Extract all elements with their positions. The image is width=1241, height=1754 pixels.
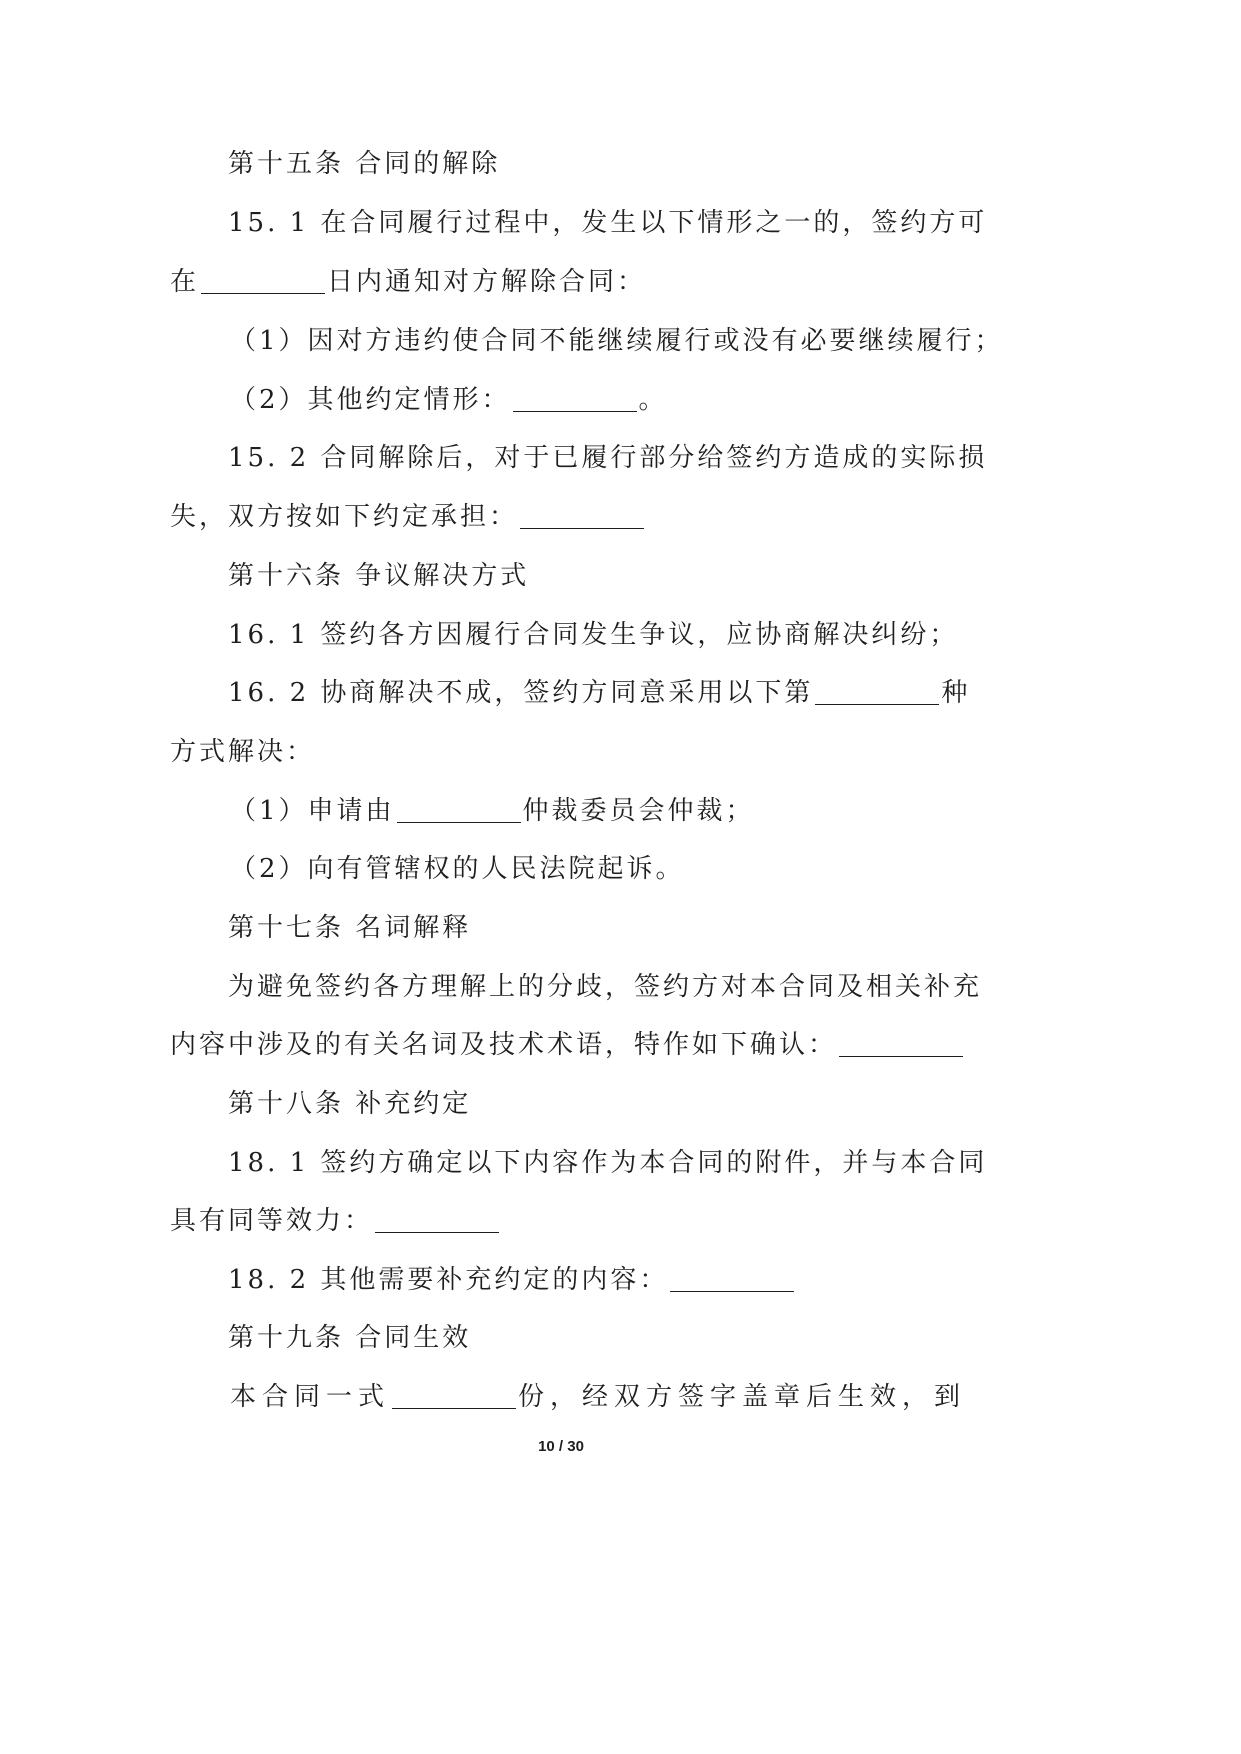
clause-15-1-item-1 [230,321,1122,361]
article-16-heading-text: 第十六条 争议解决方式 [228,561,530,591]
clause-18-2 [228,1260,1122,1300]
blank-arbitration-commission-field[interactable] [397,796,521,823]
article-17-heading-text: 第十七条 名词解释 [228,913,472,943]
blank-copies-field[interactable] [392,1382,516,1409]
article-19-heading-text: 第十九条 合同生效 [228,1323,472,1353]
clause-15-2-line-1 [228,438,1122,478]
clause-15-2-text-1: 15. 2 合同解除后，对于已履行部分给签约方造成的实际损 [228,443,988,473]
clause-16-2-line-1 [228,673,1122,713]
clause-18-1-text-2: 具有同等效力： [170,1206,374,1236]
clause-15-2-text-2: 失，双方按如下约定承担： [170,502,519,532]
clause-16-2-item-2 [230,849,1122,889]
article-15-heading-text: 第十五条 合同的解除 [228,149,501,179]
article-17-text-2: 内容中涉及的有关名词及技术术语，特作如下确认： [170,1030,838,1060]
article-19-text-1a: 本合同一式 [230,1382,391,1412]
article-18-heading [228,1084,1122,1124]
clause-18-1-line-1 [228,1143,1122,1183]
clause-15-1-line-1 [228,203,1122,243]
article-17-text-1: 为避免签约各方理解上的分歧，签约方对本合同及相关补充 [228,972,983,1002]
clause-16-1 [228,615,1122,655]
clause-16-2-text-1a: 16. 2 协商解决不成，签约方同意采用以下第 [228,678,814,708]
clause-15-1-item-2 [230,380,1122,420]
article-17-heading [228,908,1122,948]
clause-15-1-item-2-end: 。 [638,385,668,415]
blank-resolution-method-field[interactable] [815,678,939,705]
article-17-line-2 [170,1025,1122,1065]
clause-16-2-item-1-text-b: 仲裁委员会仲裁； [522,796,755,826]
clause-16-2-item-2-text: （2）向有管辖权的人民法院起诉。 [230,854,685,884]
clause-18-1-line-2 [170,1201,1122,1241]
article-16-heading [228,556,1122,596]
blank-supplementary-field[interactable] [670,1265,794,1292]
clause-15-1-item-1-text: （1）因对方违约使合同不能继续履行或没有必要继续履行； [230,326,1004,356]
clause-16-1-text: 16. 1 签约各方因履行合同发生争议，应协商解决纠纷； [228,620,959,650]
clause-15-1-text-2a: 在 [170,267,200,297]
blank-attachments-field[interactable] [375,1206,499,1233]
clause-18-2-text: 18. 2 其他需要补充约定的内容： [228,1265,669,1295]
page-number: 10 / 30 [538,1438,584,1455]
clause-16-2-item-1 [230,791,1122,831]
clause-15-1-text-2b: 日内通知对方解除合同： [327,267,647,297]
clause-16-2-line-2 [170,732,1122,772]
clause-16-2-text-1b: 种 [941,678,971,708]
blank-other-circumstances-field[interactable] [513,385,637,412]
article-17-line-1 [228,967,1122,1007]
article-19-text-1b: 份，经双方签字盖章后生效，到 [518,1382,967,1412]
clause-15-2-line-2 [170,497,1122,537]
clause-16-2-item-1-text-a: （1）申请由 [230,796,395,826]
article-19-line-1 [230,1377,1122,1417]
article-15-heading [228,144,1122,184]
article-19-heading [228,1318,1122,1358]
clause-15-1-item-2-text: （2）其他约定情形： [230,385,511,415]
clause-16-2-text-2: 方式解决： [170,737,316,767]
blank-days-field[interactable] [201,267,325,294]
blank-terms-definition-field[interactable] [839,1030,963,1057]
clause-18-1-text-1: 18. 1 签约方确定以下内容作为本合同的附件，并与本合同 [228,1148,988,1178]
article-18-heading-text: 第十八条 补充约定 [228,1089,472,1119]
clause-15-1-text-1: 15. 1 在合同履行过程中，发生以下情形之一的，签约方可 [228,208,988,238]
blank-loss-allocation-field[interactable] [520,502,644,529]
clause-15-1-line-2 [170,262,1122,302]
